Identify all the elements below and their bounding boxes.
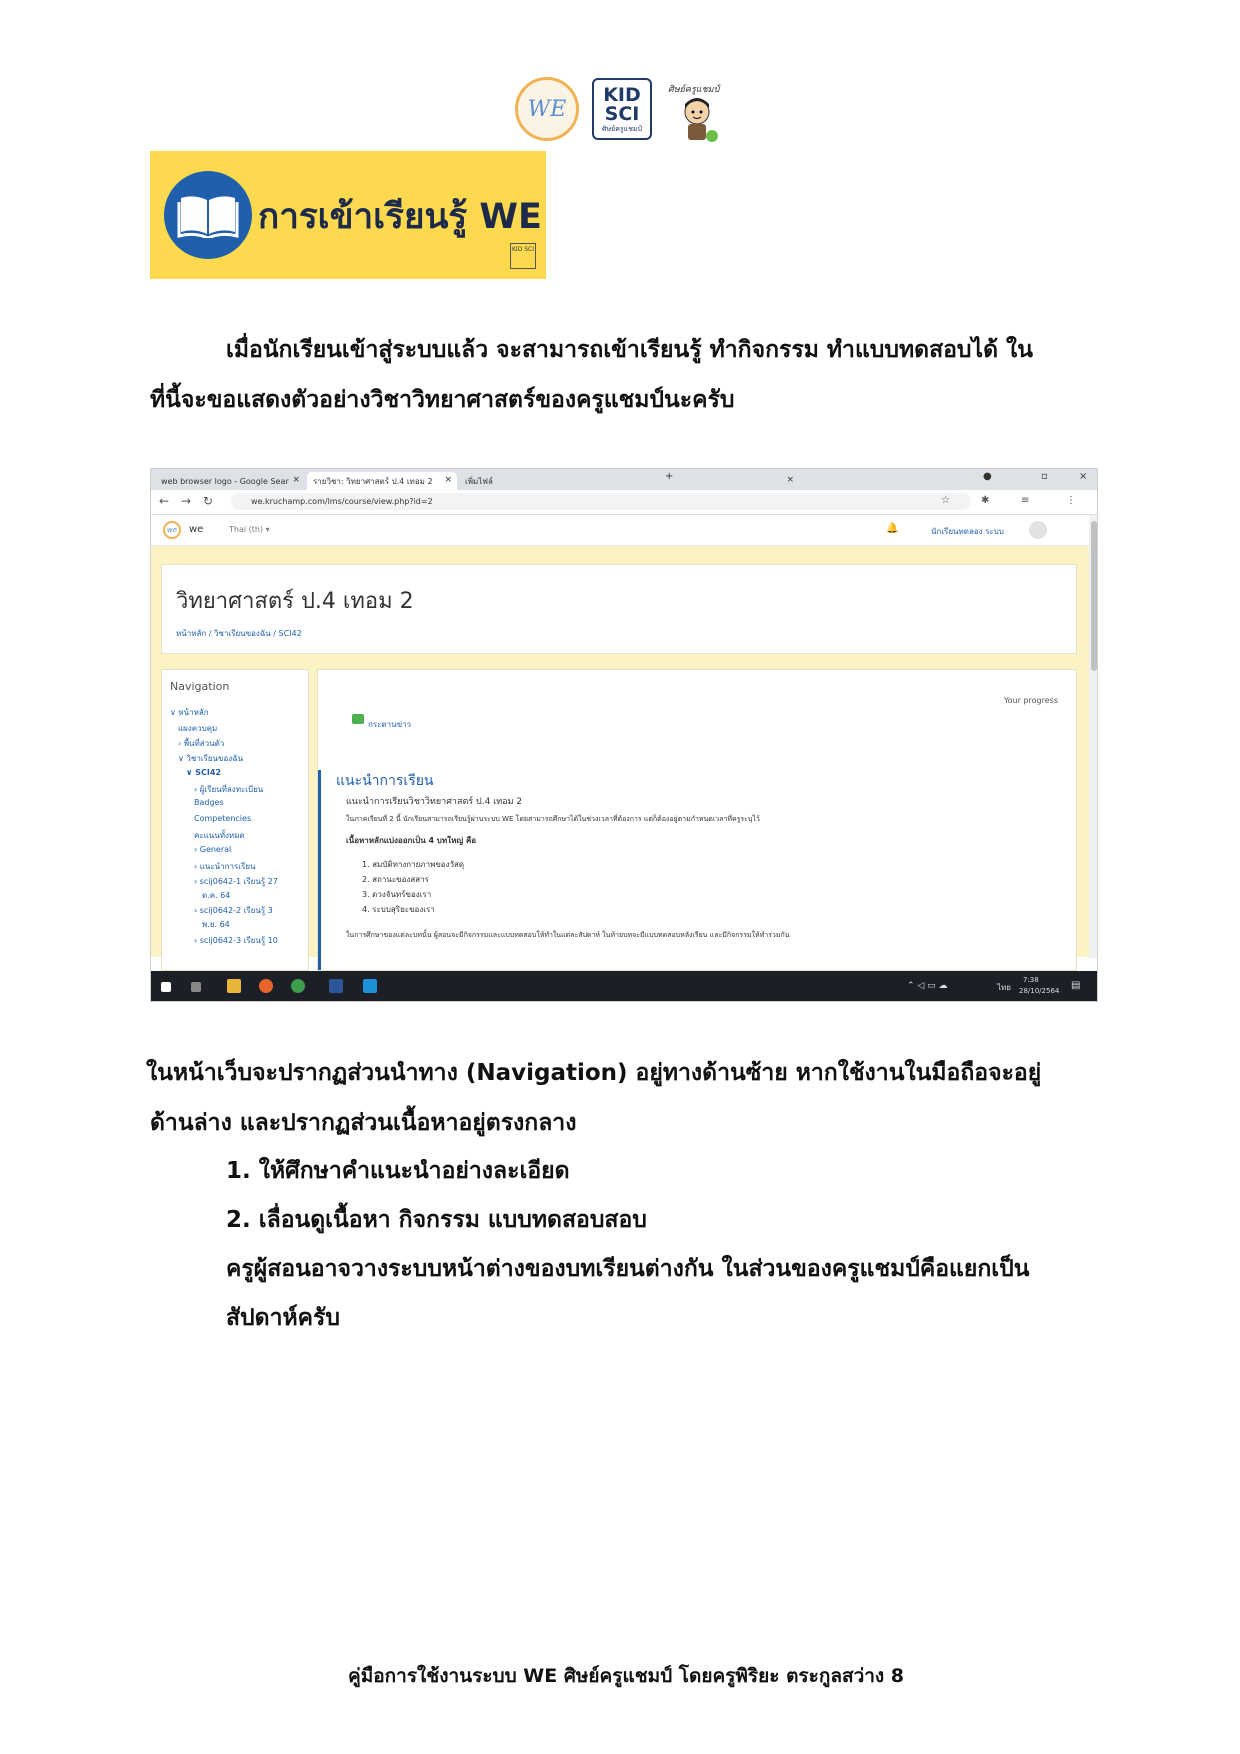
nav-item-week-2-date[interactable]: พ.ย. 64 bbox=[202, 920, 230, 929]
reload-icon[interactable]: ↻ bbox=[203, 494, 214, 508]
firefox-icon[interactable] bbox=[259, 979, 273, 993]
nav-item-intro[interactable]: › แนะนำการเรียน bbox=[194, 862, 256, 871]
url-field[interactable]: we.kruchamp.com/lms/course/view.php?id=2 bbox=[231, 493, 971, 510]
course-content bbox=[317, 669, 1077, 971]
star-icon[interactable]: ☆ bbox=[941, 495, 950, 506]
forward-icon[interactable]: → bbox=[181, 494, 192, 508]
nav-item-week-1[interactable]: › scij0642-1 เรียนรู้ 27 bbox=[194, 877, 278, 886]
kidsci-logo bbox=[592, 78, 652, 140]
course-title: วิทยาศาสตร์ ป.4 เทอม 2 bbox=[176, 589, 414, 614]
browser-tab-1[interactable] bbox=[155, 472, 305, 490]
nav-item-week-1-date[interactable]: ต.ค. 64 bbox=[202, 891, 231, 900]
content-line: แนะนำการเรียนวิชาวิทยาศาสตร์ ป.4 เทอม 2 bbox=[346, 797, 523, 807]
close-icon[interactable]: × bbox=[786, 475, 794, 485]
section-marker bbox=[318, 770, 321, 970]
navigation-title: Navigation bbox=[170, 680, 230, 693]
avatar[interactable] bbox=[1029, 521, 1047, 539]
bell-icon[interactable]: 🔔 bbox=[886, 523, 899, 534]
body-line-2: ด้านล่าง และปรากฏส่วนเนื้อหาอยู่ตรงกลาง bbox=[150, 1110, 577, 1136]
reading-list-icon[interactable]: ≡ bbox=[1021, 495, 1030, 506]
list-item-2: 2. เลื่อนดูเนื้อหา กิจกรรม แบบทดสอบสอบ bbox=[226, 1207, 647, 1233]
we-logo-text: WE bbox=[527, 96, 567, 122]
section-banner bbox=[150, 151, 546, 279]
nav-item-week-3[interactable]: › scij0642-3 เรียนรู้ 10 bbox=[194, 936, 278, 945]
body-line-1: ในหน้าเว็บจะปรากฏส่วนนำทาง (Navigation) อยู่ทางด้านซ้าย หากใช้งานในมือถือจะอยู่ bbox=[146, 1060, 1042, 1086]
nav-item-general[interactable]: › General bbox=[194, 845, 232, 854]
content-line: 2. สถานะของสสาร bbox=[362, 875, 429, 884]
browser-screenshot bbox=[150, 468, 1098, 1002]
close-icon[interactable]: × bbox=[444, 475, 452, 485]
we-logo bbox=[515, 77, 579, 141]
kid-logo-text: KID bbox=[603, 83, 641, 106]
section-title: แนะนำการเรียน bbox=[336, 773, 434, 789]
body-line-4: สัปดาห์ครับ bbox=[226, 1305, 340, 1331]
book-icon-circle bbox=[164, 171, 252, 259]
browser-tab-3-label: เพิ่มไฟล์ bbox=[465, 476, 493, 486]
browser-tab-1-label: web browser logo - Google Sear bbox=[161, 476, 289, 486]
book-icon bbox=[177, 192, 239, 238]
nav-item-sci42[interactable]: ∨ SCI42 bbox=[186, 768, 222, 777]
content-line: ในการศึกษาของแต่ละบทนั้น ผู้สอนจะมีกิจกรรมและแบบทดสอบให้ทำในแต่ละสัปดาห์ ในท้ายบทจะมีแบบทดสอบหลังเรียน และมีกิจกรรมให้ทำร่วมกัน bbox=[346, 931, 790, 939]
nav-item-home[interactable]: ∨ หน้าหลัก bbox=[170, 708, 209, 717]
intro-line-1: เมื่อนักเรียนเข้าสู่ระบบแล้ว จะสามารถเข้าเรียนรู้ ทำกิจกรรม ทำแบบทดสอบได้ ใน bbox=[226, 337, 1033, 363]
nav-item-my-courses[interactable]: ∨ วิชาเรียนของฉัน bbox=[178, 754, 244, 763]
menu-icon[interactable]: ⋮ bbox=[1066, 495, 1076, 506]
banner-mini-logo: KID SCI bbox=[510, 243, 536, 269]
start-icon[interactable] bbox=[161, 982, 171, 992]
nav-item-competencies[interactable]: Competencies bbox=[194, 814, 252, 823]
photos-icon[interactable] bbox=[363, 979, 377, 993]
address-bar bbox=[151, 490, 1097, 515]
content-line: 3. ดวงจันทร์ของเรา bbox=[362, 890, 432, 899]
nav-item-site-pages[interactable]: › พื้นที่ส่วนตัว bbox=[178, 739, 225, 748]
language-menu[interactable]: Thai (th) ▾ bbox=[229, 525, 270, 534]
browser-tab-3[interactable] bbox=[459, 472, 799, 490]
windows-taskbar bbox=[151, 971, 1097, 1002]
browser-tab-2-label: รายวิชา: วิทยาศาสตร์ ป.4 เทอม 2 bbox=[313, 476, 433, 486]
nav-item-badges[interactable]: Badges bbox=[194, 798, 224, 807]
banner-title: การเข้าเรียนรู้ WE bbox=[258, 197, 542, 237]
new-tab-icon[interactable]: + bbox=[665, 471, 674, 482]
character-logo bbox=[668, 86, 726, 144]
content-line: 4. ระบบสุริยะของเรา bbox=[362, 905, 435, 914]
content-line: 1. สมบัติทางกายภาพของวัสดุ bbox=[362, 860, 465, 869]
news-forum-link[interactable]: กระดานข่าว bbox=[368, 720, 412, 729]
moodle-header bbox=[151, 515, 1089, 546]
clock-time[interactable]: 7:38 bbox=[1023, 976, 1039, 984]
user-menu[interactable]: นักเรียนทดลอง ระบบ bbox=[931, 527, 1004, 536]
browser-tabbar bbox=[151, 469, 1097, 490]
nav-item-week-2[interactable]: › scij0642-2 เรียนรู้ 3 bbox=[194, 906, 273, 915]
navigation-block bbox=[161, 669, 309, 971]
chrome-icon[interactable] bbox=[291, 979, 305, 993]
character-label: ศิษย์ครูแชมป์ bbox=[668, 85, 720, 95]
back-icon[interactable]: ← bbox=[159, 494, 170, 508]
system-tray-icons[interactable]: ⌃ ◁ ▭ ☁ bbox=[907, 981, 948, 991]
intro-line-2: ที่นี้จะขอแสดงตัวอย่างวิชาวิทยาศาสตร์ของครูแชมป์นะครับ bbox=[150, 387, 735, 413]
scrollbar-thumb[interactable] bbox=[1091, 521, 1097, 671]
breadcrumb[interactable]: หน้าหลัก / วิชาเรียนของฉัน / SCI42 bbox=[176, 629, 302, 638]
nav-item-grades[interactable]: คะแนนทั้งหมด bbox=[194, 831, 245, 840]
word-icon[interactable] bbox=[329, 979, 343, 993]
restore-icon[interactable]: ▫ bbox=[1041, 471, 1048, 482]
list-item-1: 1. ให้ศึกษาคำแนะนำอย่างละเอียด bbox=[226, 1158, 570, 1184]
extension-icon[interactable]: ✱ bbox=[981, 495, 990, 506]
profile-icon[interactable]: ● bbox=[983, 471, 992, 482]
task-view-icon[interactable] bbox=[191, 982, 201, 992]
forum-icon bbox=[352, 714, 364, 724]
notification-icon[interactable]: ▤ bbox=[1071, 980, 1081, 991]
file-explorer-icon[interactable] bbox=[227, 979, 241, 993]
browser-tab-2[interactable] bbox=[307, 472, 457, 490]
site-logo-icon[interactable]: we bbox=[163, 521, 181, 539]
content-line: เนื้อหาหลักแบ่งออกเป็น 4 บทใหญ่ คือ bbox=[346, 836, 477, 845]
progress-label: Your progress bbox=[1003, 696, 1058, 705]
window-close-icon[interactable]: × bbox=[1079, 471, 1088, 482]
body-line-3: ครูผู้สอนอาจวางระบบหน้าต่างของบทเรียนต่างกัน ในส่วนของครูแชมป์คือแยกเป็น bbox=[226, 1256, 1030, 1282]
site-name[interactable]: we bbox=[189, 524, 204, 535]
kid-logo-sub: ศิษย์ครูแชมป์ bbox=[602, 124, 642, 133]
scrollbar[interactable] bbox=[1089, 515, 1098, 958]
nav-item-dashboard[interactable]: แผงควบคุม bbox=[178, 724, 218, 733]
sci-logo-text: SCI bbox=[604, 102, 640, 125]
nav-item-participants[interactable]: › ผู้เรียนที่ลงทะเบียน bbox=[194, 785, 264, 794]
page-footer: คู่มือการใช้งานระบบ WE ศิษย์ครูแชมป์ โดยครูพิริยะ ตระกูลสว่าง 8 bbox=[348, 1665, 905, 1687]
close-icon[interactable]: × bbox=[292, 475, 300, 485]
content-line: ในภาคเรียนที่ 2 นี้ นักเรียนสามารถเรียนรู้ผ่านระบบ WE โดยสามารถศึกษาได้ในช่วงเวลาที่ต้องการ แต่ก็ต้องอยู่ตามกำหนดเวลาที่ครูระบุไว้ bbox=[346, 815, 760, 823]
clock-date[interactable]: 28/10/2564 bbox=[1019, 987, 1060, 995]
tray-language[interactable]: ไทย bbox=[997, 983, 1011, 992]
course-header-card bbox=[161, 564, 1077, 654]
